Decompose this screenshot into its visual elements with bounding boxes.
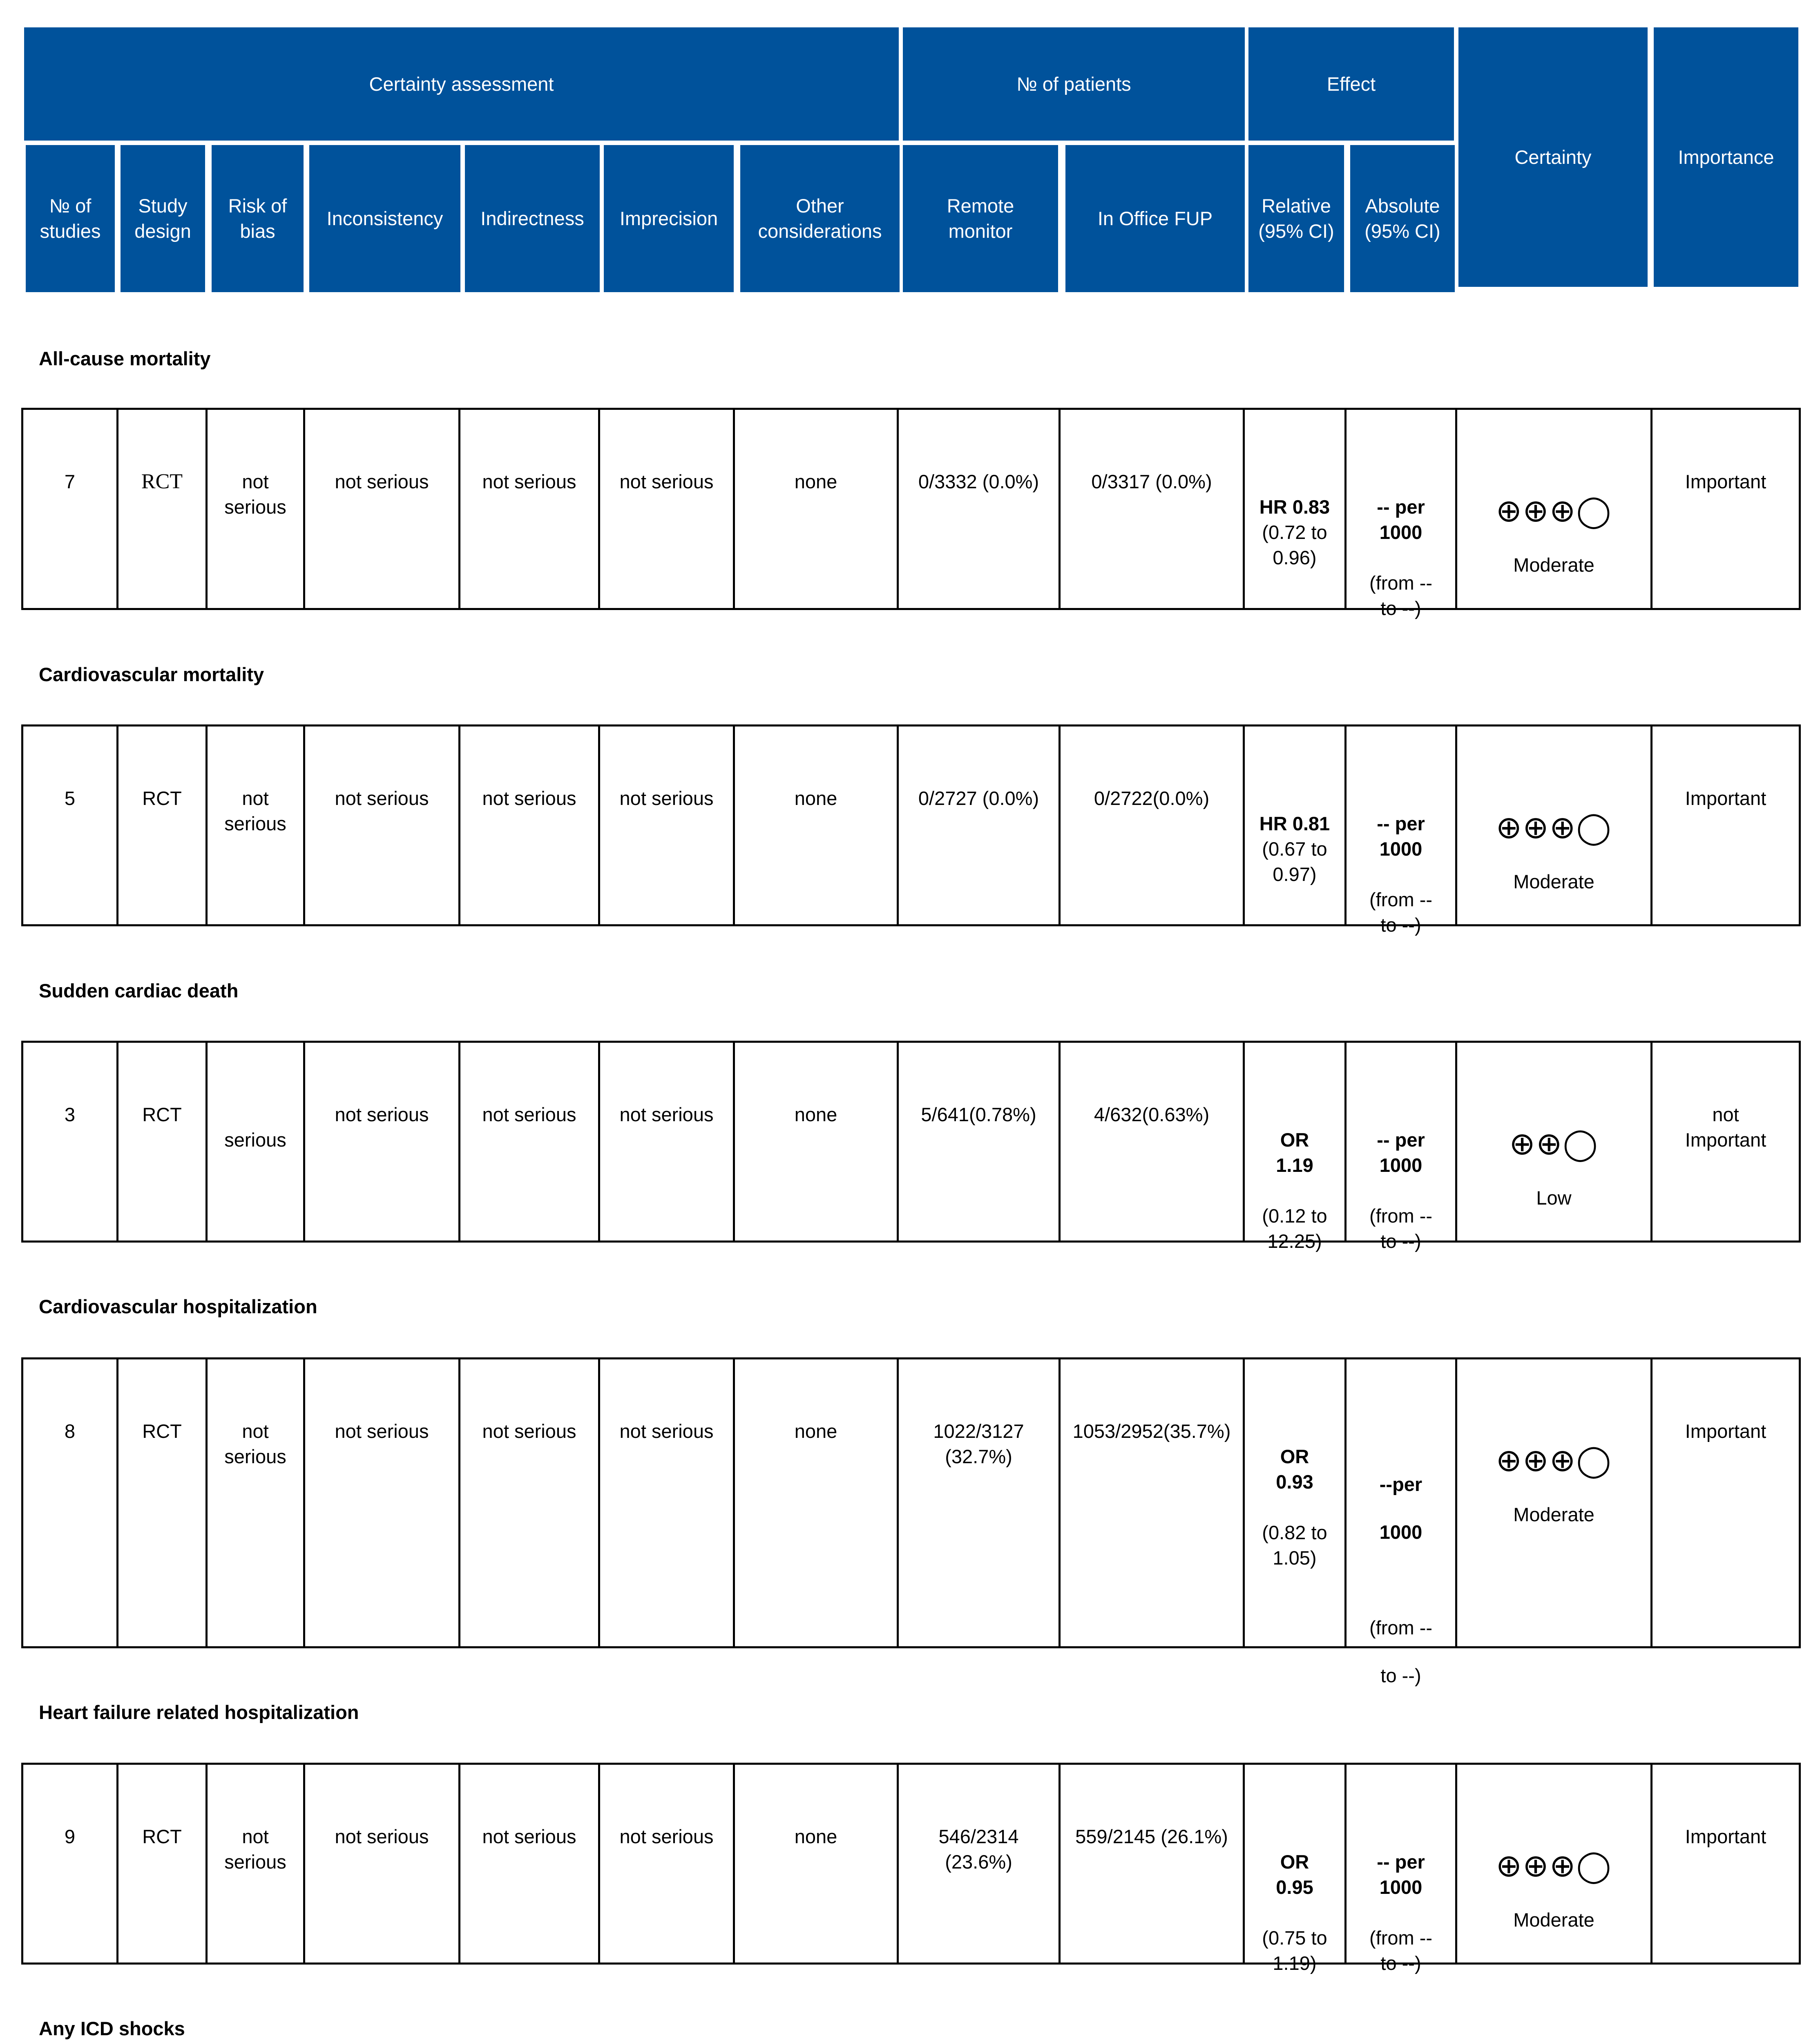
certainty-rating-icon: ⊕⊕⊕◯ <box>1496 1847 1612 1884</box>
cell-remote: 546/2314 (23.6%) <box>897 1765 1059 1963</box>
cell-office: 1053/2952(35.7%) <box>1059 1359 1243 1646</box>
cell-absolute <box>1344 1043 1455 1252</box>
relative-ci: (0.67 to 0.97) <box>1262 838 1327 885</box>
cell-studies: 3 <box>21 1043 116 1241</box>
relative-estimate: OR 1.19 <box>1276 1129 1313 1176</box>
cell-remote: 0/3332 (0.0%) <box>897 410 1059 608</box>
cell-indirectness: not serious <box>458 1043 598 1241</box>
absolute-ci: (from -- to --) <box>1369 1205 1432 1252</box>
header-certainty-assessment: Certainty assessment <box>24 27 899 141</box>
outcome-title: Heart failure related hospitalization <box>39 1701 359 1723</box>
header-col-num-studies: № of studies <box>26 145 115 292</box>
header-col-indirectness: Indirectness <box>465 145 600 292</box>
certainty-rating-icon: ⊕⊕⊕◯ <box>1496 492 1612 529</box>
outcome-title: All-cause mortality <box>39 348 211 369</box>
relative-ci: (0.72 to 0.96) <box>1262 521 1327 568</box>
cell-other: none <box>733 1359 897 1646</box>
header-number-of-patients: № of patients <box>903 27 1245 141</box>
header-col-risk-of-bias: Risk of bias <box>212 145 304 292</box>
cell-design: RCT <box>116 1765 205 1963</box>
absolute-estimate: -- per 1000 <box>1377 496 1425 543</box>
header-col-study-design: Study design <box>121 145 205 292</box>
cell-importance: Important <box>1650 1359 1801 1646</box>
relative-estimate: OR 0.95 <box>1276 1851 1313 1898</box>
cell-imprecision: not serious <box>598 410 733 608</box>
table-row <box>21 724 1801 936</box>
certainty-rating-icon: ⊕⊕◯ <box>1509 1125 1599 1162</box>
table-row <box>21 1763 1801 1974</box>
absolute-estimate: -- per 1000 <box>1377 1851 1425 1898</box>
cell-design: RCT <box>116 1359 205 1646</box>
relative-ci: (0.75 to 1.19) <box>1262 1927 1327 1974</box>
table-row <box>21 408 1801 619</box>
outcome-title: Cardiovascular mortality <box>39 664 264 685</box>
cell-certainty <box>1455 1765 1650 1963</box>
cell-risk-of-bias: not serious <box>205 410 303 608</box>
absolute-ci: (from -- to --) <box>1369 1617 1432 1686</box>
cell-importance: Important <box>1650 410 1801 608</box>
relative-estimate: HR 0.81 <box>1259 813 1330 834</box>
cell-certainty <box>1455 410 1650 608</box>
cell-relative <box>1243 726 1344 924</box>
table-row <box>21 1357 1801 1686</box>
cell-relative <box>1243 1359 1344 1646</box>
cell-risk-of-bias: not serious <box>205 1359 303 1646</box>
cell-risk-of-bias: not serious <box>205 726 303 924</box>
cell-inconsistency: not serious <box>303 1043 458 1241</box>
cell-studies: 7 <box>21 410 116 608</box>
absolute-estimate: -- per 1000 <box>1377 813 1425 860</box>
outcome-title: Sudden cardiac death <box>39 980 239 1001</box>
cell-office: 0/2722(0.0%) <box>1059 726 1243 924</box>
cell-remote: 0/2727 (0.0%) <box>897 726 1059 924</box>
relative-ci: (0.82 to 1.05) <box>1262 1522 1327 1569</box>
cell-indirectness: not serious <box>458 410 598 608</box>
outcome-title: Cardiovascular hospitalization <box>39 1296 317 1317</box>
absolute-ci: (from -- to --) <box>1369 1927 1432 1974</box>
cell-risk-of-bias: serious <box>205 1043 303 1241</box>
cell-inconsistency: not serious <box>303 410 458 608</box>
cell-imprecision: not serious <box>598 726 733 924</box>
cell-absolute <box>1344 1765 1455 1974</box>
cell-indirectness: not serious <box>458 726 598 924</box>
cell-other: none <box>733 1043 897 1241</box>
relative-estimate: HR 0.83 <box>1259 496 1330 518</box>
cell-studies: 9 <box>21 1765 116 1963</box>
certainty-label: Moderate <box>1513 1909 1594 1931</box>
cell-other: none <box>733 410 897 608</box>
header-col-relative: Relative (95% CI) <box>1248 145 1344 292</box>
cell-remote: 5/641(0.78%) <box>897 1043 1059 1241</box>
cell-certainty <box>1455 726 1650 924</box>
header-col-other-considerations: Other considerations <box>740 145 900 292</box>
cell-relative <box>1243 410 1344 608</box>
cell-studies: 5 <box>21 726 116 924</box>
cell-absolute <box>1344 726 1455 936</box>
certainty-label: Low <box>1536 1187 1572 1209</box>
cell-absolute <box>1344 410 1455 619</box>
cell-design: RCT <box>116 726 205 924</box>
certainty-label: Moderate <box>1513 554 1594 576</box>
absolute-ci: (from -- to --) <box>1369 889 1432 936</box>
absolute-estimate: --per 1000 <box>1379 1473 1423 1543</box>
table-row <box>21 1041 1801 1252</box>
absolute-ci: (from -- to --) <box>1369 572 1432 619</box>
cell-inconsistency: not serious <box>303 1359 458 1646</box>
certainty-rating-icon: ⊕⊕⊕◯ <box>1496 809 1612 845</box>
cell-indirectness: not serious <box>458 1765 598 1963</box>
certainty-label: Moderate <box>1513 1504 1594 1525</box>
cell-design: RCT <box>116 1043 205 1241</box>
cell-other: none <box>733 726 897 924</box>
header-certainty: Certainty <box>1458 27 1648 287</box>
cell-design: RCT <box>116 410 205 608</box>
header-col-imprecision: Imprecision <box>604 145 734 292</box>
relative-estimate: OR 0.93 <box>1276 1446 1313 1493</box>
cell-other: none <box>733 1765 897 1963</box>
cell-studies: 8 <box>21 1359 116 1646</box>
cell-absolute <box>1344 1359 1455 1686</box>
cell-office: 0/3317 (0.0%) <box>1059 410 1243 608</box>
relative-ci: (0.12 to 12.25) <box>1262 1205 1327 1252</box>
cell-importance: Important <box>1650 726 1801 924</box>
certainty-rating-icon: ⊕⊕⊕◯ <box>1496 1442 1612 1478</box>
cell-remote: 1022/3127 (32.7%) <box>897 1359 1059 1646</box>
outcome-title: Any ICD shocks <box>39 2018 185 2039</box>
cell-certainty <box>1455 1359 1650 1646</box>
header-effect: Effect <box>1248 27 1454 141</box>
cell-imprecision: not serious <box>598 1043 733 1241</box>
header-col-absolute: Absolute (95% CI) <box>1350 145 1455 292</box>
cell-inconsistency: not serious <box>303 726 458 924</box>
header-col-remote-monitor: Remote monitor <box>903 145 1058 292</box>
cell-importance: not Important <box>1650 1043 1801 1241</box>
cell-certainty <box>1455 1043 1650 1241</box>
cell-relative <box>1243 1043 1344 1252</box>
absolute-estimate: -- per 1000 <box>1377 1129 1425 1176</box>
cell-inconsistency: not serious <box>303 1765 458 1963</box>
cell-office: 559/2145 (26.1%) <box>1059 1765 1243 1963</box>
cell-imprecision: not serious <box>598 1765 733 1963</box>
cell-relative <box>1243 1765 1344 1974</box>
cell-office: 4/632(0.63%) <box>1059 1043 1243 1241</box>
cell-risk-of-bias: not serious <box>205 1765 303 1963</box>
header-importance: Importance <box>1654 27 1798 287</box>
cell-indirectness: not serious <box>458 1359 598 1646</box>
certainty-label: Moderate <box>1513 871 1594 892</box>
cell-importance: Important <box>1650 1765 1801 1963</box>
header-col-in-office-fup: In Office FUP <box>1065 145 1245 292</box>
cell-imprecision: not serious <box>598 1359 733 1646</box>
header-col-inconsistency: Inconsistency <box>309 145 460 292</box>
